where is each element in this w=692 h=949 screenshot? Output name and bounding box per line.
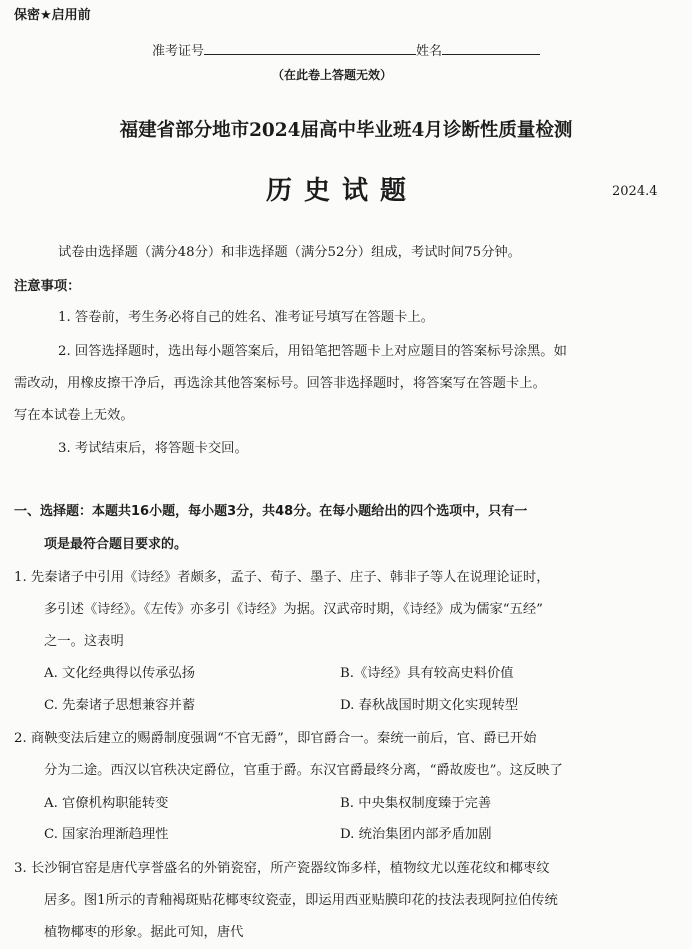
invalid-answer-note: （在此卷上答题无效） — [272, 68, 393, 82]
question-3-stem-line-2: 居多。图1所示的青釉褐斑贴花椰枣纹瓷壶，即运用西亚贴膜印花的技法表现阿拉伯传统 — [44, 893, 558, 908]
exam-date: 2024.4 — [612, 184, 658, 199]
note-item-2-line-3: 写在本试卷上无效。 — [14, 408, 134, 423]
ticket-number-blank[interactable] — [204, 41, 416, 55]
question-1-option-c[interactable]: C. 先秦诸子思想兼容并蓄 — [44, 698, 196, 713]
subject-title: 历史试题 — [266, 176, 419, 206]
question-3-stem-line-3: 植物椰枣的形象。据此可知，唐代 — [44, 925, 244, 940]
question-1-stem-line-1: 1. 先秦诸子中引用《诗经》者颇多，孟子、荀子、墨子、庄子、韩非子等人在说理论证时， — [14, 570, 550, 585]
section-heading-line-1: 一、选择题：本题共16小题，每小题3分，共48分。在每小题给出的四个选项中，只有一 — [14, 504, 528, 519]
name-label: 姓名 — [416, 44, 443, 59]
question-2-option-c[interactable]: C. 国家治理渐趋理性 — [44, 827, 169, 842]
confidential-label: 保密★启用前 — [14, 8, 91, 23]
exam-title: 福建省部分地市2024届高中毕业班4月诊断性质量检测 — [119, 120, 573, 141]
question-2-option-d[interactable]: D. 统治集团内部矛盾加剧 — [340, 827, 492, 842]
name-blank[interactable] — [442, 41, 540, 55]
notes-heading: 注意事项： — [14, 279, 81, 294]
section-heading-line-2: 项是最符合题目要求的。 — [44, 537, 188, 552]
question-1-option-d[interactable]: D. 春秋战国时期文化实现转型 — [340, 698, 519, 713]
candidate-info-line — [152, 40, 540, 59]
note-item-3: 3. 考试结束后，将答题卡交回。 — [58, 441, 248, 456]
question-1-stem-line-3: 之一。这表明 — [44, 634, 124, 649]
question-1-option-b[interactable]: B.《诗经》具有较高史料价值 — [340, 666, 514, 681]
question-2-stem-line-1: 2. 商鞅变法后建立的赐爵制度强调“不官无爵”，即官爵合一。秦统一前后，官、爵已开始 — [14, 731, 537, 746]
question-2-option-b[interactable]: B. 中央集权制度臻于完善 — [340, 796, 492, 811]
question-3-stem-line-1: 3. 长沙铜官窑是唐代享誉盛名的外销瓷窑，所产瓷器纹饰多样，植物纹尤以莲花纹和椰枣纹 — [14, 861, 550, 876]
exam-intro: 试卷由选择题（满分48分）和非选择题（满分52分）组成，考试时间75分钟。 — [58, 245, 521, 260]
question-2-option-a[interactable]: A. 官僚机构职能转变 — [44, 796, 169, 811]
question-1-stem-line-2: 多引述《诗经》。《左传》亦多引《诗经》为据。汉武帝时期，《诗经》成为儒家“五经” — [44, 602, 543, 617]
note-item-1: 1. 答卷前，考生务必将自己的姓名、准考证号填写在答题卡上。 — [58, 310, 434, 325]
question-1-option-a[interactable]: A. 文化经典得以传承弘扬 — [44, 666, 196, 681]
note-item-2-line-1: 2. 回答选择题时，选出每小题答案后，用铅笔把答题卡上对应题目的答案标号涂黑。如 — [58, 344, 567, 359]
question-2-stem-line-2: 分为二途。西汉以官秩决定爵位，官重于爵。东汉官爵最终分离，“爵故废也”。这反映了 — [44, 763, 563, 778]
note-item-2-line-2: 需改动，用橡皮擦干净后，再选涂其他答案标号。回答非选择题时，将答案写在答题卡上。 — [14, 376, 546, 391]
ticket-number-label: 准考证号 — [152, 44, 205, 59]
